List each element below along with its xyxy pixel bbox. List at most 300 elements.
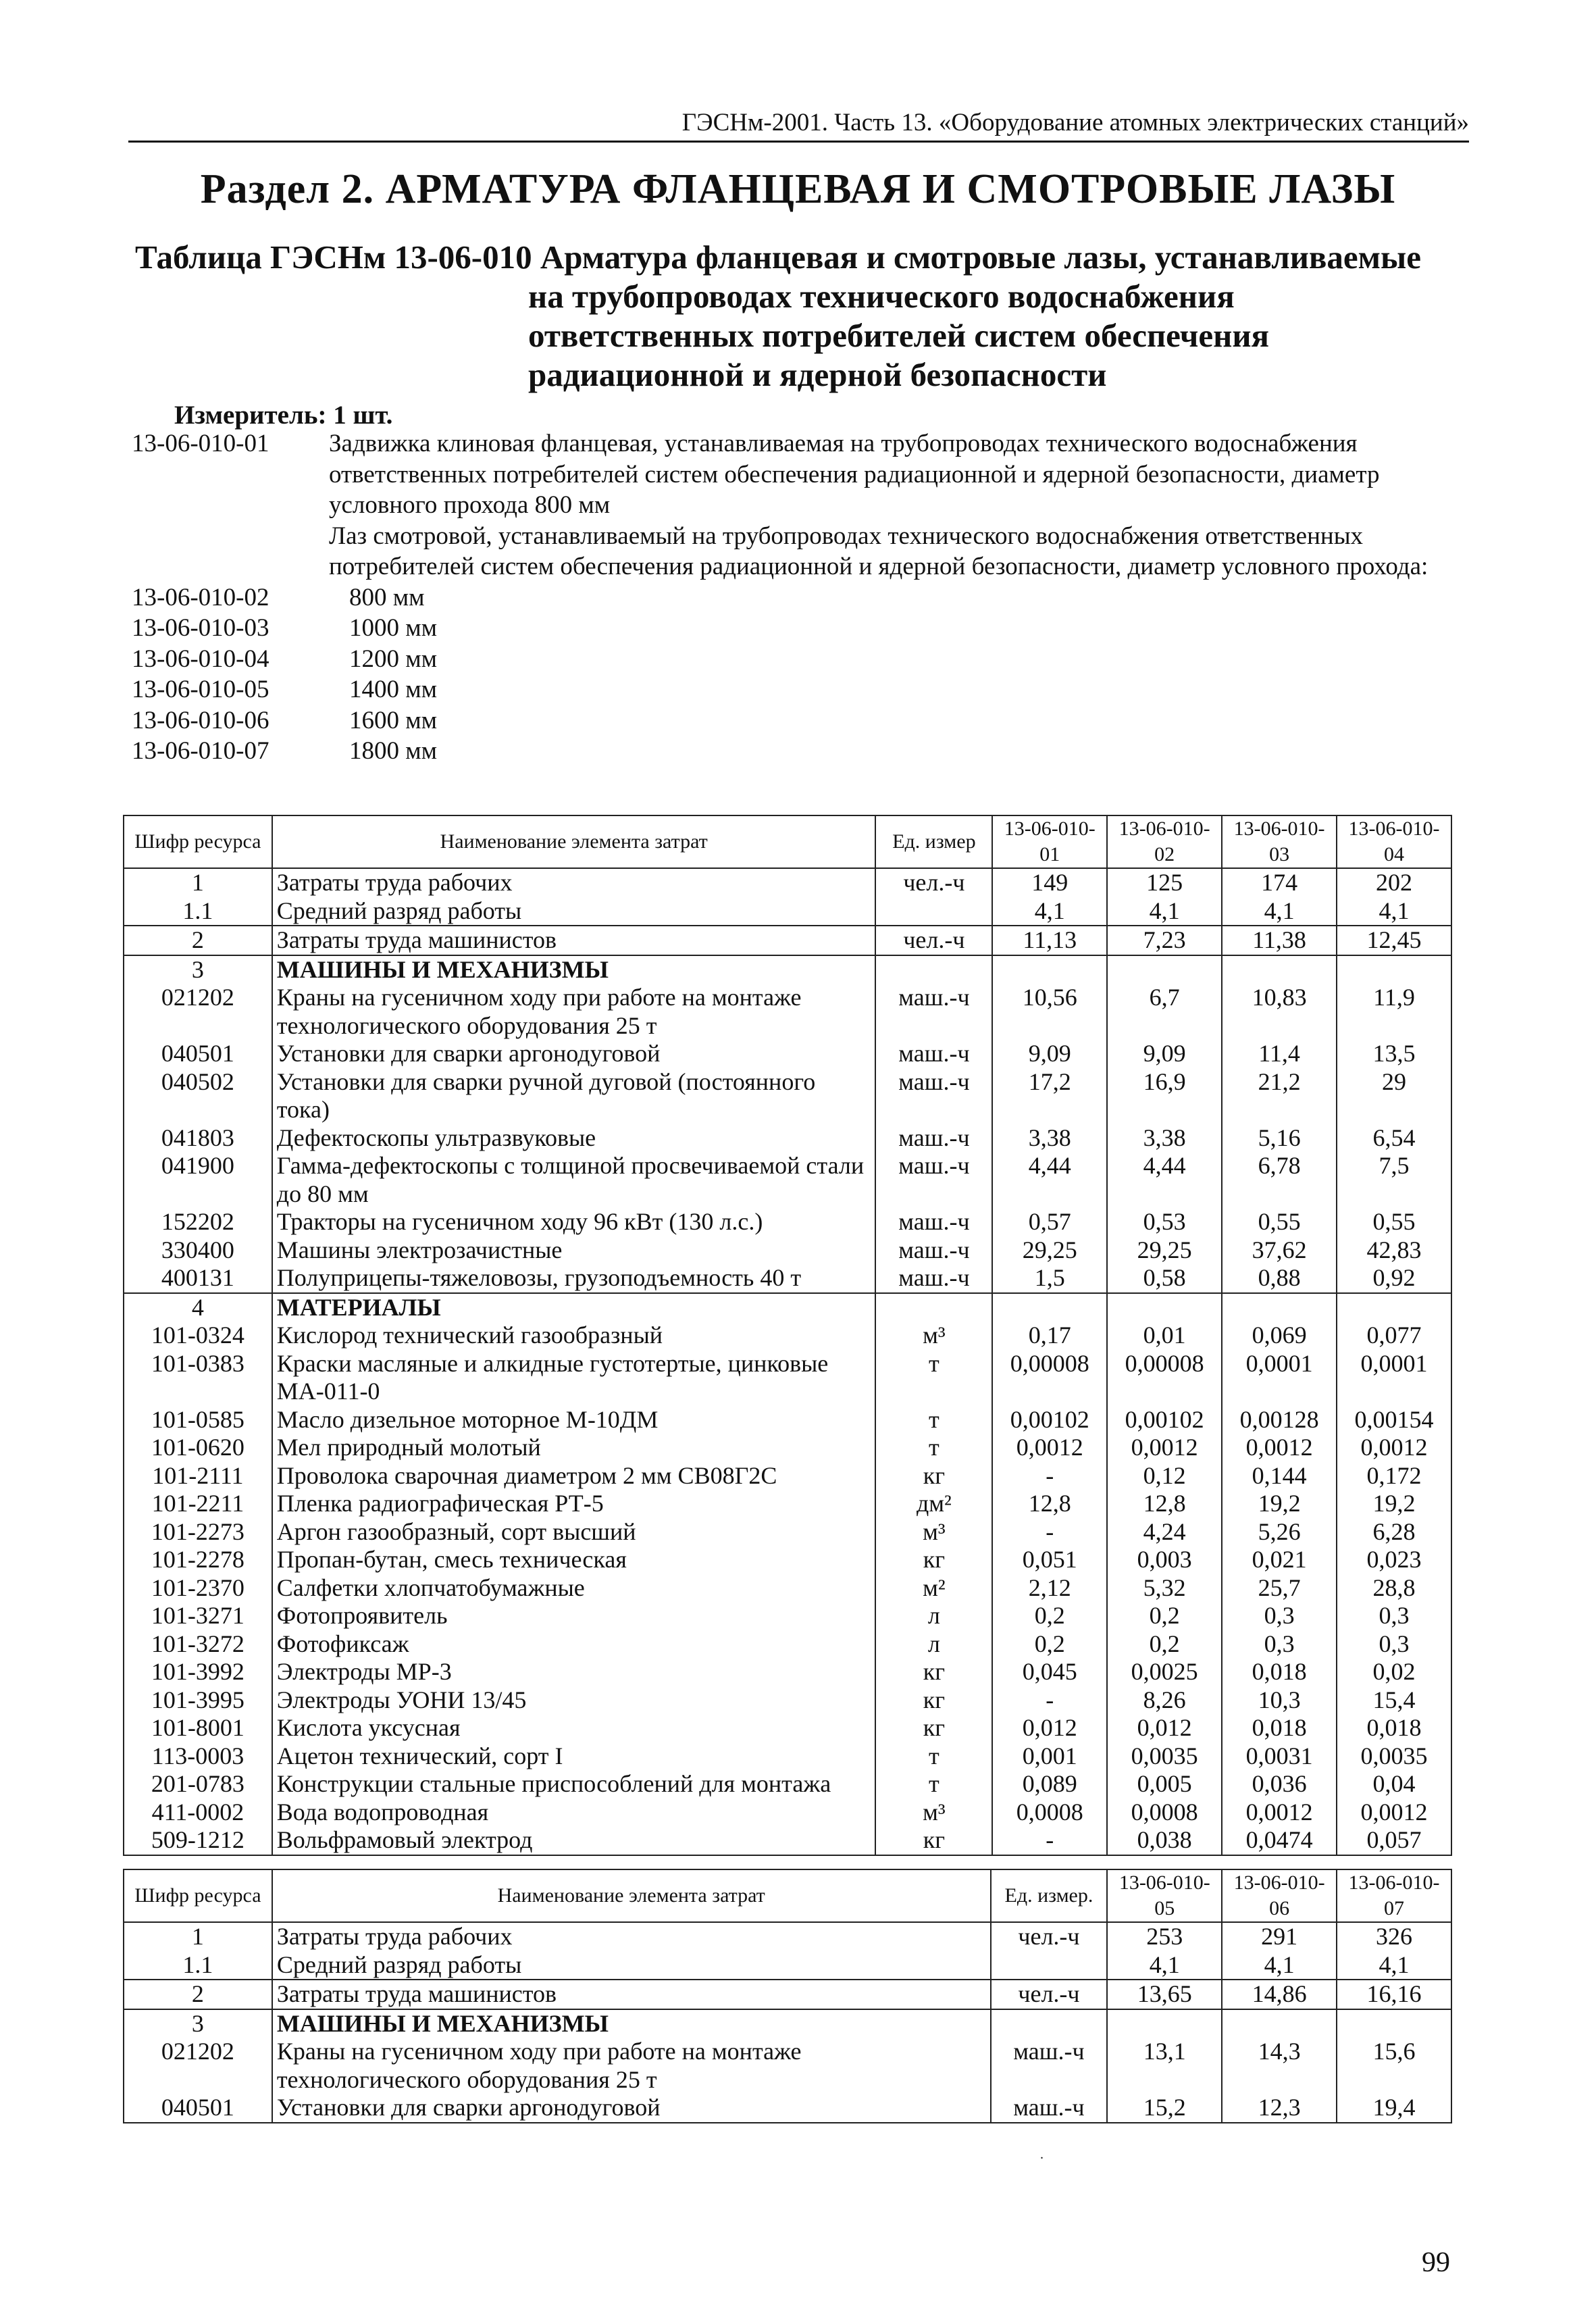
norm-value: 0,0035 [1107, 1742, 1222, 1771]
desc-hatch-text: Лаз смотровой, устанавливаемый на трубопроводах технического водоснабжения ответственных потребителей систем обеспечения радиационной и ядерной безопасности, диаметр условного прохода: [329, 522, 1428, 580]
norm-value: 0,00102 [992, 1406, 1107, 1434]
resource-code: 040501 [124, 2094, 272, 2123]
norm-value: 0,0012 [1107, 1434, 1222, 1462]
resource-name: Проволока сварочная диаметром 2 мм СВ08Г2С [272, 1462, 876, 1490]
norm-value: 0,2 [992, 1602, 1107, 1630]
desc-size-value: 1600 мм [349, 706, 438, 734]
resource-code: 2 [124, 926, 272, 955]
resource-code: 400131 [124, 1264, 272, 1293]
norm-value: 0,0012 [992, 1434, 1107, 1462]
norm-value: 0,17 [992, 1322, 1107, 1350]
norm-value: 0,00102 [1107, 1406, 1222, 1434]
empty-cell [875, 1293, 992, 1322]
empty-cell [992, 955, 1107, 984]
empty-cell [1337, 1293, 1451, 1322]
norm-value: 125 [1107, 868, 1222, 897]
table-row [124, 1406, 1451, 1434]
unit: т [875, 1350, 992, 1406]
resource-name: Средний разряд работы [272, 1951, 991, 1980]
norm-value: 0,0035 [1337, 1742, 1451, 1771]
resource-name: Машины электрозачистные [272, 1236, 876, 1265]
table-row [124, 1770, 1451, 1799]
norm-value: 0,0008 [992, 1799, 1107, 1827]
resource-code: 101-3271 [124, 1602, 272, 1630]
resource-name: Затраты труда рабочих [272, 1922, 991, 1951]
col-header-norm: 13-06-010-04 [1337, 815, 1451, 868]
norm-value: 0,55 [1337, 1208, 1451, 1236]
norm-value: 12,3 [1222, 2094, 1337, 2123]
resource-name: Средний разряд работы [272, 897, 876, 926]
resource-name: Фотопроявитель [272, 1602, 876, 1630]
group-heading-row [124, 1293, 1451, 1322]
table-row [124, 1152, 1451, 1208]
table-row [124, 1322, 1451, 1350]
unit: кг [875, 1686, 992, 1715]
norm-value: 0,88 [1222, 1264, 1337, 1293]
table-row [124, 1714, 1451, 1742]
norm-value: 11,4 [1222, 1040, 1337, 1068]
table-row [124, 1980, 1451, 2009]
norm-value: 13,65 [1107, 1980, 1222, 2009]
norm-value: 291 [1222, 1922, 1337, 1951]
section-title: Раздел 2. АРМАТУРА ФЛАНЦЕВАЯ И СМОТРОВЫЕ ЛАЗЫ [200, 166, 1396, 212]
norm-value: 326 [1337, 1922, 1451, 1951]
norm-value: 0,3 [1222, 1602, 1337, 1630]
table-row [124, 926, 1451, 955]
norm-value: 15,2 [1107, 2094, 1222, 2123]
norm-value: 10,83 [1222, 984, 1337, 1040]
col-header-code: Шифр ресурса [124, 1869, 272, 1922]
table-row [124, 1630, 1451, 1659]
unit: маш.-ч [875, 1236, 992, 1265]
unit: т [875, 1742, 992, 1771]
norm-value: 4,1 [1222, 1951, 1337, 1980]
unit: чел.-ч [875, 926, 992, 955]
empty-cell [1222, 955, 1337, 984]
table-row [124, 1686, 1451, 1715]
norm-value: 19,2 [1337, 1490, 1451, 1518]
norm-value: 17,2 [992, 1068, 1107, 1124]
norm-value: 0,92 [1337, 1264, 1451, 1293]
norm-value: 11,38 [1222, 926, 1337, 955]
empty-cell [1337, 955, 1451, 984]
unit [875, 897, 992, 926]
unit: маш.-ч [875, 1152, 992, 1208]
col-header-name: Наименование элемента затрат [272, 815, 876, 868]
norm-value: 0,0012 [1337, 1799, 1451, 1827]
table-header-row [124, 1869, 1451, 1922]
norm-value: 0,023 [1337, 1546, 1451, 1574]
resource-name: Установки для сварки ручной дуговой (постоянного тока) [272, 1068, 876, 1124]
table-row [124, 1658, 1451, 1686]
resource-code: 041803 [124, 1124, 272, 1153]
table-row [124, 897, 1451, 926]
col-header-name: Наименование элемента затрат [272, 1869, 991, 1922]
norm-value: 0,012 [1107, 1714, 1222, 1742]
resource-code: 101-2273 [124, 1518, 272, 1546]
unit: маш.-ч [991, 2094, 1108, 2123]
norm-value: 0,3 [1337, 1602, 1451, 1630]
norm-value: 11,9 [1337, 984, 1451, 1040]
table-title [135, 238, 1421, 395]
desc-size-row [132, 674, 1469, 705]
norm-value: 0,036 [1222, 1770, 1337, 1799]
norm-descriptions [132, 428, 1469, 767]
row-group [124, 955, 1451, 1293]
norm-value: 13,1 [1107, 2038, 1222, 2094]
resource-code: 113-0003 [124, 1742, 272, 1771]
resource-code: 021202 [124, 2038, 272, 2094]
norm-value: 0,018 [1222, 1714, 1337, 1742]
norm-value: 37,62 [1222, 1236, 1337, 1265]
col-header-unit: Ед. измер. [991, 1869, 1108, 1922]
norm-value: 8,26 [1107, 1686, 1222, 1715]
norm-value: 25,7 [1222, 1574, 1337, 1603]
unit: л [875, 1602, 992, 1630]
norm-value: 12,8 [992, 1490, 1107, 1518]
resource-name: Мел природный молотый [272, 1434, 876, 1462]
resource-code: 101-2370 [124, 1574, 272, 1603]
norm-value: - [992, 1518, 1107, 1546]
col-header-norm: 13-06-010-06 [1222, 1869, 1337, 1922]
norm-value: 0,0031 [1222, 1742, 1337, 1771]
resource-name: Аргон газообразный, сорт высший [272, 1518, 876, 1546]
table-row [124, 1040, 1451, 1068]
resource-name: Электроды УОНИ 13/45 [272, 1686, 876, 1715]
table-row [124, 1434, 1451, 1462]
norm-value: 0,0001 [1337, 1350, 1451, 1406]
unit: кг [875, 1462, 992, 1490]
unit: т [875, 1434, 992, 1462]
norm-value: 0,58 [1107, 1264, 1222, 1293]
table-title-line3: ответственных потребителей систем обеспечения [528, 317, 1270, 354]
desc-main-code: 13-06-010-01 [132, 430, 269, 457]
table-row [124, 984, 1451, 1040]
table-row [124, 868, 1451, 897]
row-group [124, 2009, 1451, 2123]
measurer: Измеритель: 1 шт. [174, 401, 393, 430]
resource-table-2 [123, 1869, 1452, 2123]
group-heading-row [124, 955, 1451, 984]
norm-value: 0,003 [1107, 1546, 1222, 1574]
resource-name: Фотофиксаж [272, 1630, 876, 1659]
desc-main-text: Задвижка клиновая фланцевая, устанавливаемая на трубопроводах технического водоснабжения ответственных потребителей систем обеспечения радиационной и ядерной безопасности, диаметр условного прохода 800 мм [329, 430, 1380, 519]
desc-size-value: 1400 мм [349, 676, 438, 703]
resource-code: 2 [124, 1980, 272, 2009]
resource-name: Электроды МР-3 [272, 1658, 876, 1686]
norm-value: 0,069 [1222, 1322, 1337, 1350]
col-header-code: Шифр ресурса [124, 815, 272, 868]
norm-value: 0,00154 [1337, 1406, 1451, 1434]
row-group [124, 926, 1451, 955]
unit: кг [875, 1546, 992, 1574]
norm-value: 0,12 [1107, 1462, 1222, 1490]
unit: м³ [875, 1799, 992, 1827]
norm-value: 28,8 [1337, 1574, 1451, 1603]
norm-value: 6,28 [1337, 1518, 1451, 1546]
unit: маш.-ч [875, 984, 992, 1040]
desc-size-code: 13-06-010-06 [132, 706, 269, 734]
desc-size-code: 13-06-010-03 [132, 614, 269, 642]
table-row [124, 1922, 1451, 1951]
resource-name: Полуприцепы-тяжеловозы, грузоподъемность 40 т [272, 1264, 876, 1293]
desc-sizes-list [132, 582, 1469, 767]
resource-name: Дефектоскопы ультразвуковые [272, 1124, 876, 1153]
norm-value: 5,26 [1222, 1518, 1337, 1546]
unit: м³ [875, 1518, 992, 1546]
unit: кг [875, 1826, 992, 1855]
norm-value: 0,53 [1107, 1208, 1222, 1236]
norm-value: 0,051 [992, 1546, 1107, 1574]
table-row [124, 1264, 1451, 1293]
norm-value: 0,00008 [1107, 1350, 1222, 1406]
resource-code: 1 [124, 868, 272, 897]
desc-size-value: 800 мм [349, 583, 425, 611]
empty-cell [992, 1293, 1107, 1322]
norm-value: 12,8 [1107, 1490, 1222, 1518]
norm-value: 1,5 [992, 1264, 1107, 1293]
resource-name: Конструкции стальные приспособлений для монтажа [272, 1770, 876, 1799]
norm-value: 3,38 [992, 1124, 1107, 1153]
norm-value: 0,012 [992, 1714, 1107, 1742]
norm-value: 0,0001 [1222, 1350, 1337, 1406]
norm-value: 4,1 [1337, 897, 1451, 926]
unit: маш.-ч [875, 1040, 992, 1068]
resource-name: Затраты труда рабочих [272, 868, 876, 897]
group-heading: МАШИНЫ И МЕХАНИЗМЫ [272, 2009, 991, 2038]
resource-code: 101-8001 [124, 1714, 272, 1742]
resource-code: 3 [124, 955, 272, 984]
norm-value: 0,02 [1337, 1658, 1451, 1686]
row-group [124, 1980, 1451, 2009]
norm-value: 0,144 [1222, 1462, 1337, 1490]
resource-code: 041900 [124, 1152, 272, 1208]
norm-value: 0,57 [992, 1208, 1107, 1236]
col-header-norm: 13-06-010-07 [1337, 1869, 1451, 1922]
resource-name: Затраты труда машинистов [272, 1980, 991, 2009]
unit: т [875, 1770, 992, 1799]
norm-value: 15,6 [1337, 2038, 1451, 2094]
running-header: ГЭСНм-2001. Часть 13. «Оборудование атомных электрических станций» [128, 108, 1469, 143]
table-row [124, 1350, 1451, 1406]
desc-size-row [132, 613, 1469, 644]
resource-code: 1.1 [124, 1951, 272, 1980]
table-row [124, 1490, 1451, 1518]
norm-value: 0,00008 [992, 1350, 1107, 1406]
norm-value: 12,45 [1337, 926, 1451, 955]
resource-code: 101-2211 [124, 1490, 272, 1518]
group-heading: МАТЕРИАЛЫ [272, 1293, 876, 1322]
resource-code: 1 [124, 1922, 272, 1951]
unit: дм² [875, 1490, 992, 1518]
norm-value: 0,057 [1337, 1826, 1451, 1855]
norm-value: 16,16 [1337, 1980, 1451, 2009]
row-group [124, 1922, 1451, 1980]
unit: маш.-ч [875, 1124, 992, 1153]
unit: кг [875, 1658, 992, 1686]
empty-cell [991, 2009, 1108, 2038]
norm-value: 0,0012 [1337, 1434, 1451, 1462]
norm-value: 0,001 [992, 1742, 1107, 1771]
resource-code: 152202 [124, 1208, 272, 1236]
norm-value: 0,0474 [1222, 1826, 1337, 1855]
table-row [124, 1799, 1451, 1827]
col-header-norm: 13-06-010-02 [1107, 815, 1222, 868]
resource-code: 101-0585 [124, 1406, 272, 1434]
unit: чел.-ч [991, 1922, 1108, 1951]
resource-name: Кислород технический газообразный [272, 1322, 876, 1350]
resource-code: 021202 [124, 984, 272, 1040]
norm-value: 2,12 [992, 1574, 1107, 1603]
table-row [124, 1462, 1451, 1490]
norm-value: 21,2 [1222, 1068, 1337, 1124]
norm-value: 149 [992, 868, 1107, 897]
resource-name: Масло дизельное моторное М-10ДМ [272, 1406, 876, 1434]
norm-value: 0,0025 [1107, 1658, 1222, 1686]
unit: м³ [875, 1322, 992, 1350]
norm-value: 6,54 [1337, 1124, 1451, 1153]
resource-code: 330400 [124, 1236, 272, 1265]
unit: м² [875, 1574, 992, 1603]
norm-value: 9,09 [1107, 1040, 1222, 1068]
norm-value: 4,1 [1337, 1951, 1451, 1980]
norm-value: 0,2 [1107, 1602, 1222, 1630]
desc-size-row [132, 705, 1469, 736]
resource-name: Пропан-бутан, смесь техническая [272, 1546, 876, 1574]
resource-name: Вольфрамовый электрод [272, 1826, 876, 1855]
table-row [124, 1826, 1451, 1855]
norm-value: 0,00128 [1222, 1406, 1337, 1434]
desc-size-row [132, 736, 1469, 767]
table-title-line1: Таблица ГЭСНм 13-06-010 Арматура фланцевая и смотровые лазы, устанавливаемые [135, 238, 1422, 276]
norm-value: 5,32 [1107, 1574, 1222, 1603]
norm-value: 0,04 [1337, 1770, 1451, 1799]
table-row [124, 1574, 1451, 1603]
desc-size-row [132, 644, 1469, 675]
table-row [124, 1742, 1451, 1771]
unit: кг [875, 1714, 992, 1742]
resource-name: Краны на гусеничном ходу при работе на монтаже технологического оборудования 25 т [272, 984, 876, 1040]
norm-value: 10,56 [992, 984, 1107, 1040]
norm-value: 16,9 [1107, 1068, 1222, 1124]
row-group [124, 868, 1451, 926]
resource-name: Установки для сварки аргонодуговой [272, 2094, 991, 2123]
desc-size-value: 1800 мм [349, 737, 438, 765]
norm-value: 42,83 [1337, 1236, 1451, 1265]
resource-name: Затраты труда машинистов [272, 926, 876, 955]
col-header-norm: 13-06-010-01 [992, 815, 1107, 868]
norm-value: 4,24 [1107, 1518, 1222, 1546]
unit: чел.-ч [991, 1980, 1108, 2009]
norm-value: 5,16 [1222, 1124, 1337, 1153]
norm-value: 29 [1337, 1068, 1451, 1124]
resource-code: 101-3272 [124, 1630, 272, 1659]
norm-value: 0,172 [1337, 1462, 1451, 1490]
desc-size-row [132, 582, 1469, 613]
norm-value: 29,25 [992, 1236, 1107, 1265]
norm-value: 7,5 [1337, 1152, 1451, 1208]
desc-size-code: 13-06-010-04 [132, 645, 269, 673]
resource-code: 101-2278 [124, 1546, 272, 1574]
resource-code: 101-0620 [124, 1434, 272, 1462]
resource-name: Салфетки хлопчатобумажные [272, 1574, 876, 1603]
norm-value: 6,78 [1222, 1152, 1337, 1208]
desc-size-code: 13-06-010-05 [132, 676, 269, 703]
desc-size-code: 13-06-010-07 [132, 737, 269, 765]
group-heading: МАШИНЫ И МЕХАНИЗМЫ [272, 955, 876, 984]
desc-size-value: 1000 мм [349, 614, 438, 642]
empty-cell [1222, 2009, 1337, 2038]
norm-value: 174 [1222, 868, 1337, 897]
unit: маш.-ч [875, 1208, 992, 1236]
norm-value: 0,021 [1222, 1546, 1337, 1574]
norm-value: 0,3 [1222, 1630, 1337, 1659]
footnote-mark: . [1040, 2147, 1044, 2162]
norm-value: 0,0008 [1107, 1799, 1222, 1827]
empty-cell [1107, 1293, 1222, 1322]
row-group [124, 1293, 1451, 1855]
desc-main [132, 428, 1469, 521]
resource-name: Ацетон технический, сорт I [272, 1742, 876, 1771]
unit: маш.-ч [875, 1068, 992, 1124]
table-row [124, 1124, 1451, 1153]
norm-value: 6,7 [1107, 984, 1222, 1040]
norm-value: 0,3 [1337, 1630, 1451, 1659]
unit: л [875, 1630, 992, 1659]
resource-name: Установки для сварки аргонодуговой [272, 1040, 876, 1068]
norm-value: 9,09 [992, 1040, 1107, 1068]
norm-value: 0,018 [1337, 1714, 1451, 1742]
unit: маш.-ч [875, 1264, 992, 1293]
resource-code: 101-3995 [124, 1686, 272, 1715]
norm-value: 19,4 [1337, 2094, 1451, 2123]
resource-code: 040502 [124, 1068, 272, 1124]
norm-value: 4,1 [992, 897, 1107, 926]
table-row [124, 1068, 1451, 1124]
norm-value: 0,005 [1107, 1770, 1222, 1799]
norm-value: 15,4 [1337, 1686, 1451, 1715]
norm-value: 0,045 [992, 1658, 1107, 1686]
table-row [124, 1546, 1451, 1574]
norm-value: - [992, 1686, 1107, 1715]
norm-value: 0,01 [1107, 1322, 1222, 1350]
desc-hatch [132, 521, 1469, 582]
resource-code: 040501 [124, 1040, 272, 1068]
resource-code: 101-0324 [124, 1322, 272, 1350]
resource-name: Краны на гусеничном ходу при работе на монтаже технологического оборудования 25 т [272, 2038, 991, 2094]
resource-code: 509-1212 [124, 1826, 272, 1855]
resource-name: Кислота уксусная [272, 1714, 876, 1742]
page-number: 99 [1422, 2247, 1450, 2278]
table-row [124, 1602, 1451, 1630]
norm-value: 14,86 [1222, 1980, 1337, 2009]
norm-value: 0,018 [1222, 1658, 1337, 1686]
desc-size-code: 13-06-010-02 [132, 583, 269, 611]
resource-code: 101-0383 [124, 1350, 272, 1406]
col-header-unit: Ед. измер [875, 815, 992, 868]
norm-value: 14,3 [1222, 2038, 1337, 2094]
norm-value: 4,1 [1222, 897, 1337, 926]
empty-cell [1107, 955, 1222, 984]
table-title-line4: радиационной и ядерной безопасности [528, 356, 1107, 393]
table-row [124, 1951, 1451, 1980]
norm-value: 19,2 [1222, 1490, 1337, 1518]
table-row [124, 2094, 1451, 2123]
empty-cell [1222, 1293, 1337, 1322]
table-row [124, 1208, 1451, 1236]
table-header-row [124, 815, 1451, 868]
unit: т [875, 1406, 992, 1434]
